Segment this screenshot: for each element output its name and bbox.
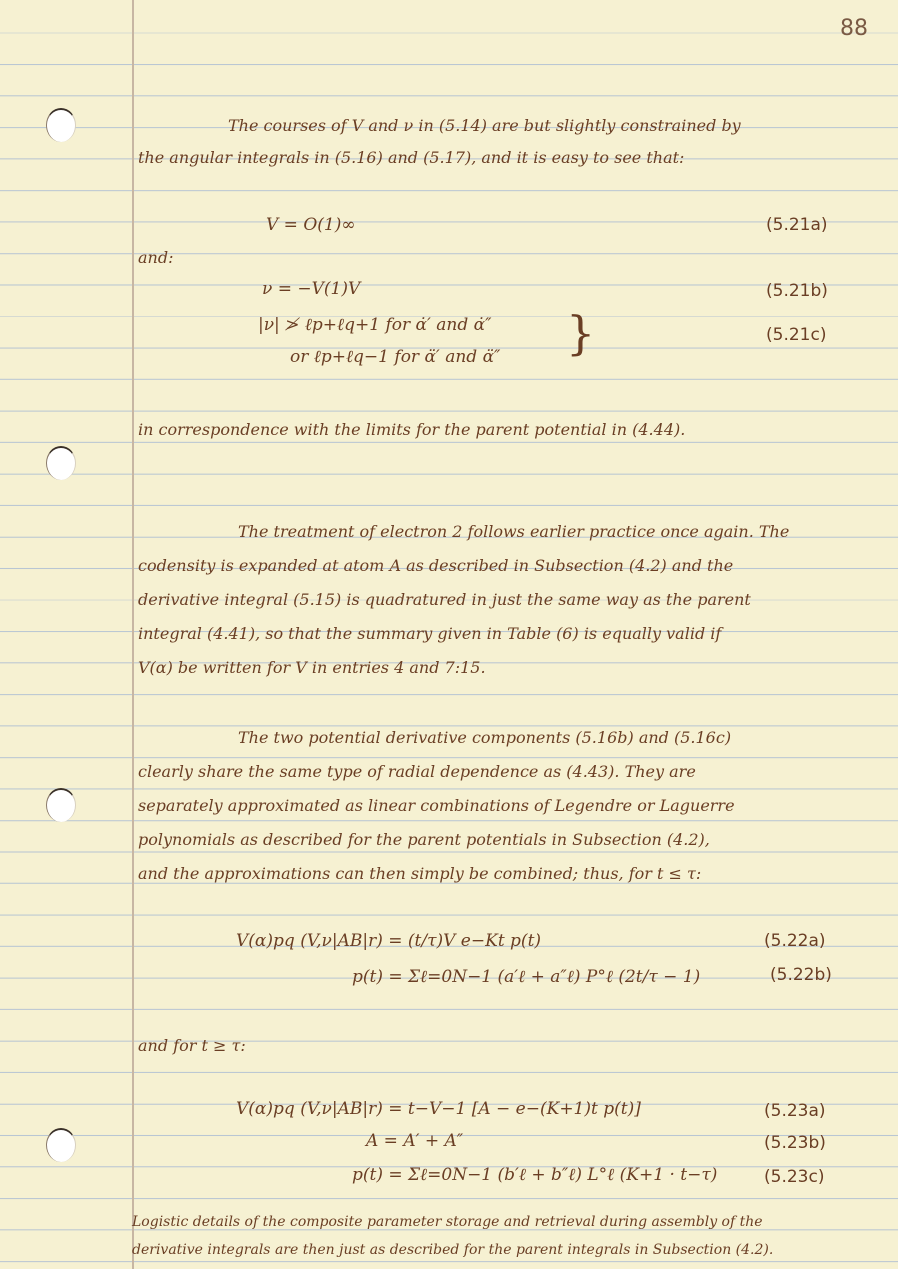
equation-number-5-22a: (5.22a) xyxy=(764,931,826,951)
para4-line2: clearly share the same type of radial dependence as (4.43). They are xyxy=(138,762,696,781)
and-label-2: and for t ≥ τ: xyxy=(138,1036,246,1055)
punch-hole-3 xyxy=(46,788,76,822)
para3-line2: codensity is expanded at atom A as described in Subsection (4.2) and the xyxy=(138,556,734,575)
para4-line1: The two potential derivative components (5.16b) and (5.16c) xyxy=(238,728,732,747)
equation-number-5-22b: (5.22b) xyxy=(770,965,832,985)
equation-5-23b: A = A′ + A″ xyxy=(366,1131,464,1151)
para3-line1: The treatment of electron 2 follows earlier practice once again. The xyxy=(238,522,790,541)
para4-line4: polynomials as described for the parent potentials in Subsection (4.2), xyxy=(138,830,710,849)
para5-line2: derivative integrals are then just as described for the parent integrals in Subsection (4.2). xyxy=(132,1242,774,1258)
punch-hole-2 xyxy=(46,446,76,480)
equation-5-23a: V(α)pq (V,ν|AB|r) = t−V−1 [A − e−(K+1)t p(t)] xyxy=(236,1099,641,1119)
margin-rule xyxy=(132,0,134,1269)
equation-number-5-21c: (5.21c) xyxy=(766,325,827,345)
equation-5-22b: p(t) = Σℓ=0N−1 (a′ℓ + a″ℓ) P°ℓ (2t/τ − 1) xyxy=(352,967,701,987)
equation-5-23c: p(t) = Σℓ=0N−1 (b′ℓ + b″ℓ) L°ℓ (K+1 · t−τ) xyxy=(352,1165,718,1185)
equation-number-5-21a: (5.21a) xyxy=(766,215,828,235)
punch-hole-1 xyxy=(46,108,76,142)
para5-line1: Logistic details of the composite parameter storage and retrieval during assembly of the xyxy=(132,1214,763,1230)
para2-line1: in correspondence with the limits for the parent potential in (4.44). xyxy=(138,420,686,439)
equation-number-5-21b: (5.21b) xyxy=(766,281,828,301)
para1-line1: The courses of V and ν in (5.14) are but slightly constrained by xyxy=(228,116,741,135)
equation-5-21a: V = O(1)∞ xyxy=(266,215,356,235)
equation-5-21c-brace: } xyxy=(566,306,596,360)
para4-line3: separately approximated as linear combinations of Legendre or Laguerre xyxy=(138,796,735,815)
equation-number-5-23c: (5.23c) xyxy=(764,1167,825,1187)
para3-line3: derivative integral (5.15) is quadratured in just the same way as the parent xyxy=(138,590,751,609)
para3-line5: V(α) be written for V in entries 4 and 7:15. xyxy=(138,658,486,677)
para1-line2: the angular integrals in (5.16) and (5.17), and it is easy to see that: xyxy=(138,148,685,167)
equation-5-22a: V(α)pq (V,ν|AB|r) = (t/τ)V e−Kt p(t) xyxy=(236,931,542,951)
equation-5-21b: ν = −V(1)V xyxy=(262,279,361,299)
and-label-1: and: xyxy=(138,248,174,267)
equation-number-5-23b: (5.23b) xyxy=(764,1133,826,1153)
para4-line5: and the approximations can then simply be combined; thus, for t ≤ τ: xyxy=(138,864,702,883)
equation-5-21c-line2: or ℓp+ℓq−1 for α̈′ and α̈″ xyxy=(290,347,501,367)
page-number: 88 xyxy=(840,16,868,41)
para3-line4: integral (4.41), so that the summary given in Table (6) is equally valid if xyxy=(138,624,722,643)
punch-hole-4 xyxy=(46,1128,76,1162)
equation-number-5-23a: (5.23a) xyxy=(764,1101,826,1121)
equation-5-21c-line1: |ν| ≯ ℓp+ℓq+1 for α̇′ and α̇″ xyxy=(258,315,492,335)
